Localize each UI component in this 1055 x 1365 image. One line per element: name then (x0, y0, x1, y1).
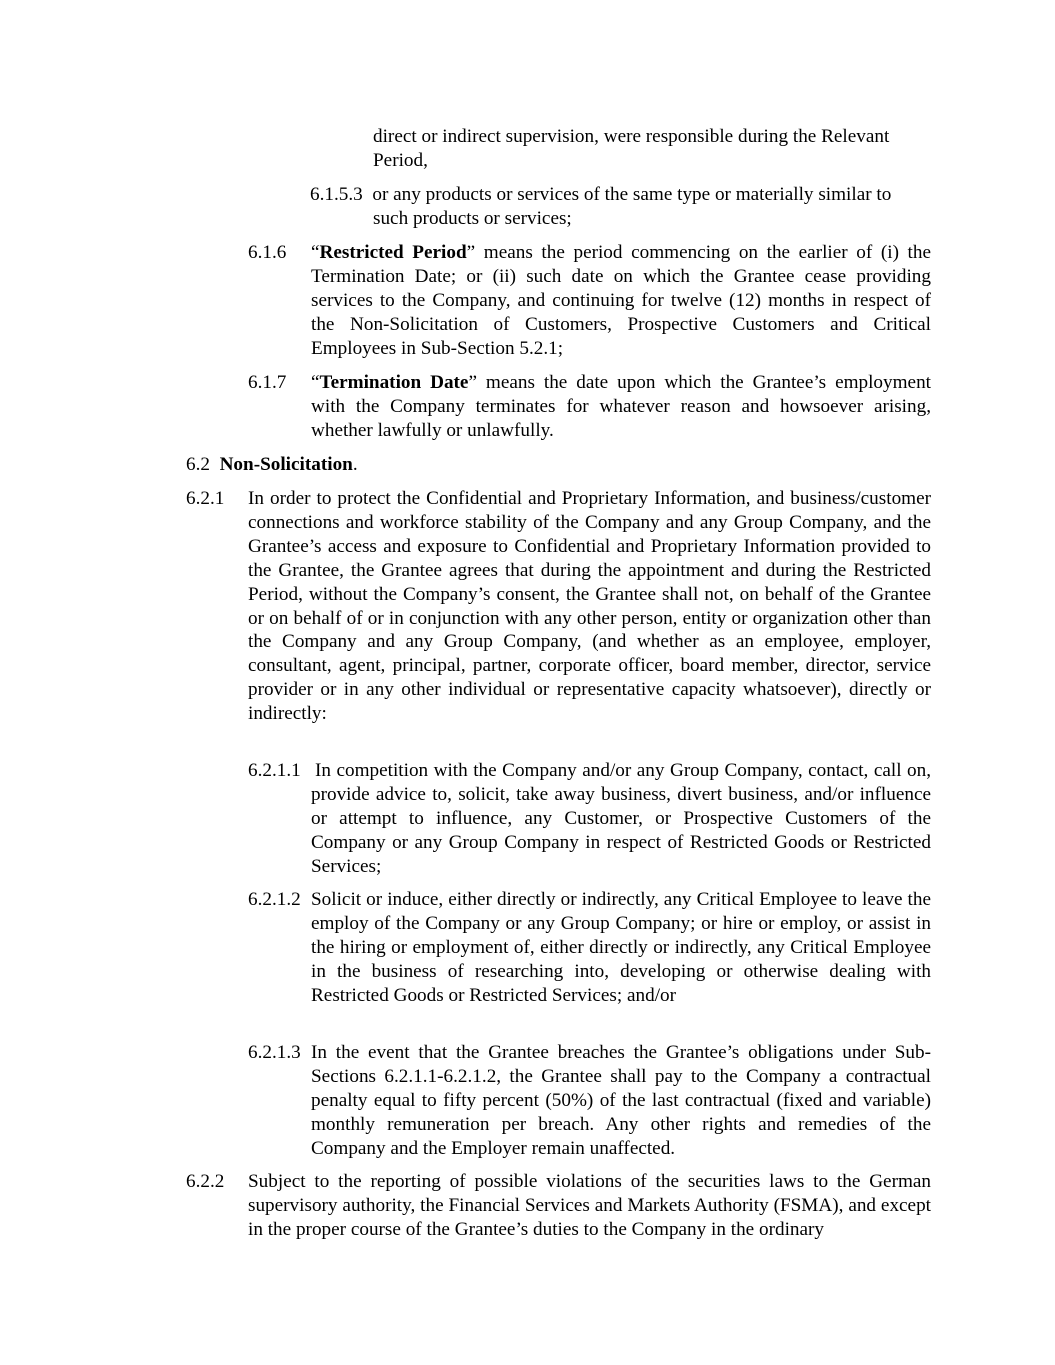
clause-number: 6.2.1.2 (248, 889, 301, 910)
clause-text: means the period commencing on the earlier of (i) the Termination Date; or (ii) such date on which the Grantee cease providing services to the Company, and continuing for twelve (12) months in respect of the Non-Solicitation of Customers, Prospective Customers and Critical Employees in Sub-Section 5.2.1; (311, 242, 932, 359)
clause-number: 6.2.1.1 (248, 760, 301, 781)
clause-text: Subject to the reporting of possible violations of the securities laws to the German supervisory authority, the Financial Services and Markets Authority (FSMA), and except in the proper course of the Grantee’s duties to the Company in the ordinary (248, 1171, 931, 1240)
clause-6-1-5-3 (310, 183, 931, 231)
clause-6-2-1 (248, 487, 931, 726)
section-6-2-heading (186, 453, 931, 477)
section-title-period: . (352, 454, 358, 475)
clause-number: 6.2.1 (186, 488, 225, 509)
quote-close: ” (468, 372, 477, 393)
clause-number: 6.1.7 (248, 372, 287, 393)
defined-term: Restricted Period (319, 242, 467, 263)
clause-text: means the date upon which the Grantee’s employment with the Company terminates for whatever reason and howsoever arising, whether lawfully or unlawfully. (311, 372, 931, 441)
defined-term: Termination Date (319, 372, 469, 393)
clause-text: direct or indirect supervision, were responsible during the Relevant Period, (373, 126, 890, 171)
clause-6-2-1-3 (311, 1041, 931, 1161)
clause-text: Solicit or induce, either directly or indirectly, any Critical Employee to leave the employ of the Company or any Group Company; or hire or employ, or assist in the hiring or employment of, either directly or indirectly, any Critical Employee in the business of researching into, developing or otherwise dealing with Restricted Goods or Restricted Services; and/or (311, 889, 931, 1006)
section-number: 6.2 (186, 454, 210, 475)
clause-6-1-5-2-continuation (373, 125, 931, 173)
clause-6-1-7 (311, 371, 931, 443)
clause-number: 6.1.5.3 (310, 184, 363, 205)
quote-open: “ (311, 242, 320, 263)
clause-6-2-1-2 (311, 888, 931, 1008)
clause-text: In order to protect the Confidential and Proprietary Information, and business/customer connections and workforce stability of the Company and any Group Company, and the Grantee’s access and exposure to Confidential and Proprietary Information provided to the Grantee, the Grantee agrees that during the appointment and during the Restricted Period, without the Company’s consent, the Grantee shall not, on behalf of the Grantee or on behalf of or in conjunction with any other person, entity or organization other than the Company and any Group Company, (and whether as an employee, employer, consultant, agent, principal, partner, corporate officer, board member, director, service provider or in any other individual or representative capacity whatsoever), directly or indirectly: (248, 488, 931, 725)
clause-6-2-2 (248, 1170, 931, 1242)
clause-text: or any products or services of the same type or materially similar to such products or services; (372, 184, 892, 229)
clause-text: In competition with the Company and/or any Group Company, contact, call on, provide advice to, solicit, take away business, divert business, and/or influence or attempt to influence, any Customer, or Prospective Customers of the Company or any Group Company in respect of Restricted Goods or Restricted Services; (311, 760, 931, 877)
clause-6-1-6 (311, 241, 931, 361)
clause-number: 6.2.1.3 (248, 1042, 301, 1063)
clause-6-2-1-1 (311, 759, 931, 879)
quote-close: ” (466, 242, 476, 263)
section-title: Non-Solicitation (219, 454, 353, 475)
quote-open: “ (311, 372, 320, 393)
clause-number: 6.2.2 (186, 1171, 225, 1192)
clause-number: 6.1.6 (248, 242, 287, 263)
clause-text: In the event that the Grantee breaches the Grantee’s obligations under Sub-Sections 6.2.1.1-6.2.1.2, the Grantee shall pay to the Company a contractual penalty equal to fifty percent (50%) of the last contractual (fixed and variable) monthly remuneration per breach. Any other rights and remedies of the Company and the Employer remain unaffected. (311, 1042, 931, 1159)
